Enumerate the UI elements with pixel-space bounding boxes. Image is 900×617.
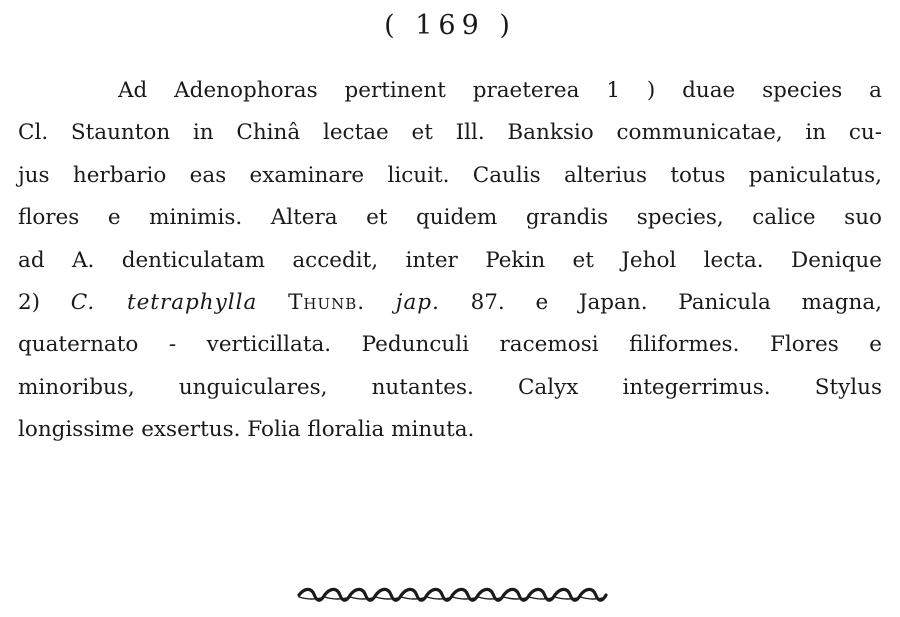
text-segment: longissime exsertus. Folia floralia minuta. bbox=[18, 417, 475, 443]
text-line bbox=[18, 155, 882, 197]
text-line bbox=[18, 112, 882, 154]
text-line bbox=[18, 70, 882, 112]
text-segment: 2) bbox=[18, 289, 71, 315]
text-segment: ad A. denticulatam accedit, inter Pekin et Jehol lecta. Denique bbox=[18, 247, 882, 273]
text-segment: 87. e Japan. Panicula magna, bbox=[439, 289, 882, 315]
body-paragraph bbox=[18, 70, 882, 452]
text-segment bbox=[257, 290, 288, 315]
smallcaps-text: Thunb. bbox=[288, 289, 366, 315]
italic-text: C. tetraphylla bbox=[70, 289, 258, 315]
wavy-rule-ornament bbox=[295, 584, 610, 606]
text-line bbox=[18, 324, 882, 366]
text-segment: minoribus, unguiculares, nutantes. Calyx integerrimus. Stylus bbox=[18, 374, 882, 400]
text-segment: jus herbario eas examinare licuit. Caulis alterius totus paniculatus, bbox=[18, 162, 882, 188]
text-segment bbox=[365, 290, 396, 315]
text-line bbox=[18, 240, 882, 282]
italic-text: jap. bbox=[395, 289, 440, 315]
text-line bbox=[18, 367, 882, 409]
text-segment: quaternato - verticillata. Pedunculi racemosi filiformes. Flores e bbox=[18, 332, 882, 358]
text-line bbox=[18, 409, 882, 451]
text-segment: Ad Adenophoras pertinent praeterea 1 ) duae species a bbox=[118, 78, 882, 103]
text-line bbox=[18, 197, 882, 239]
text-segment: flores e minimis. Altera et quidem grandis species, calice suo bbox=[18, 205, 882, 231]
text-segment: Cl. Staunton in Chinâ lectae et Ill. Banksio communicatae, in cu- bbox=[18, 120, 882, 146]
text-line bbox=[18, 282, 882, 324]
page-number: ( 169 ) bbox=[384, 10, 516, 41]
